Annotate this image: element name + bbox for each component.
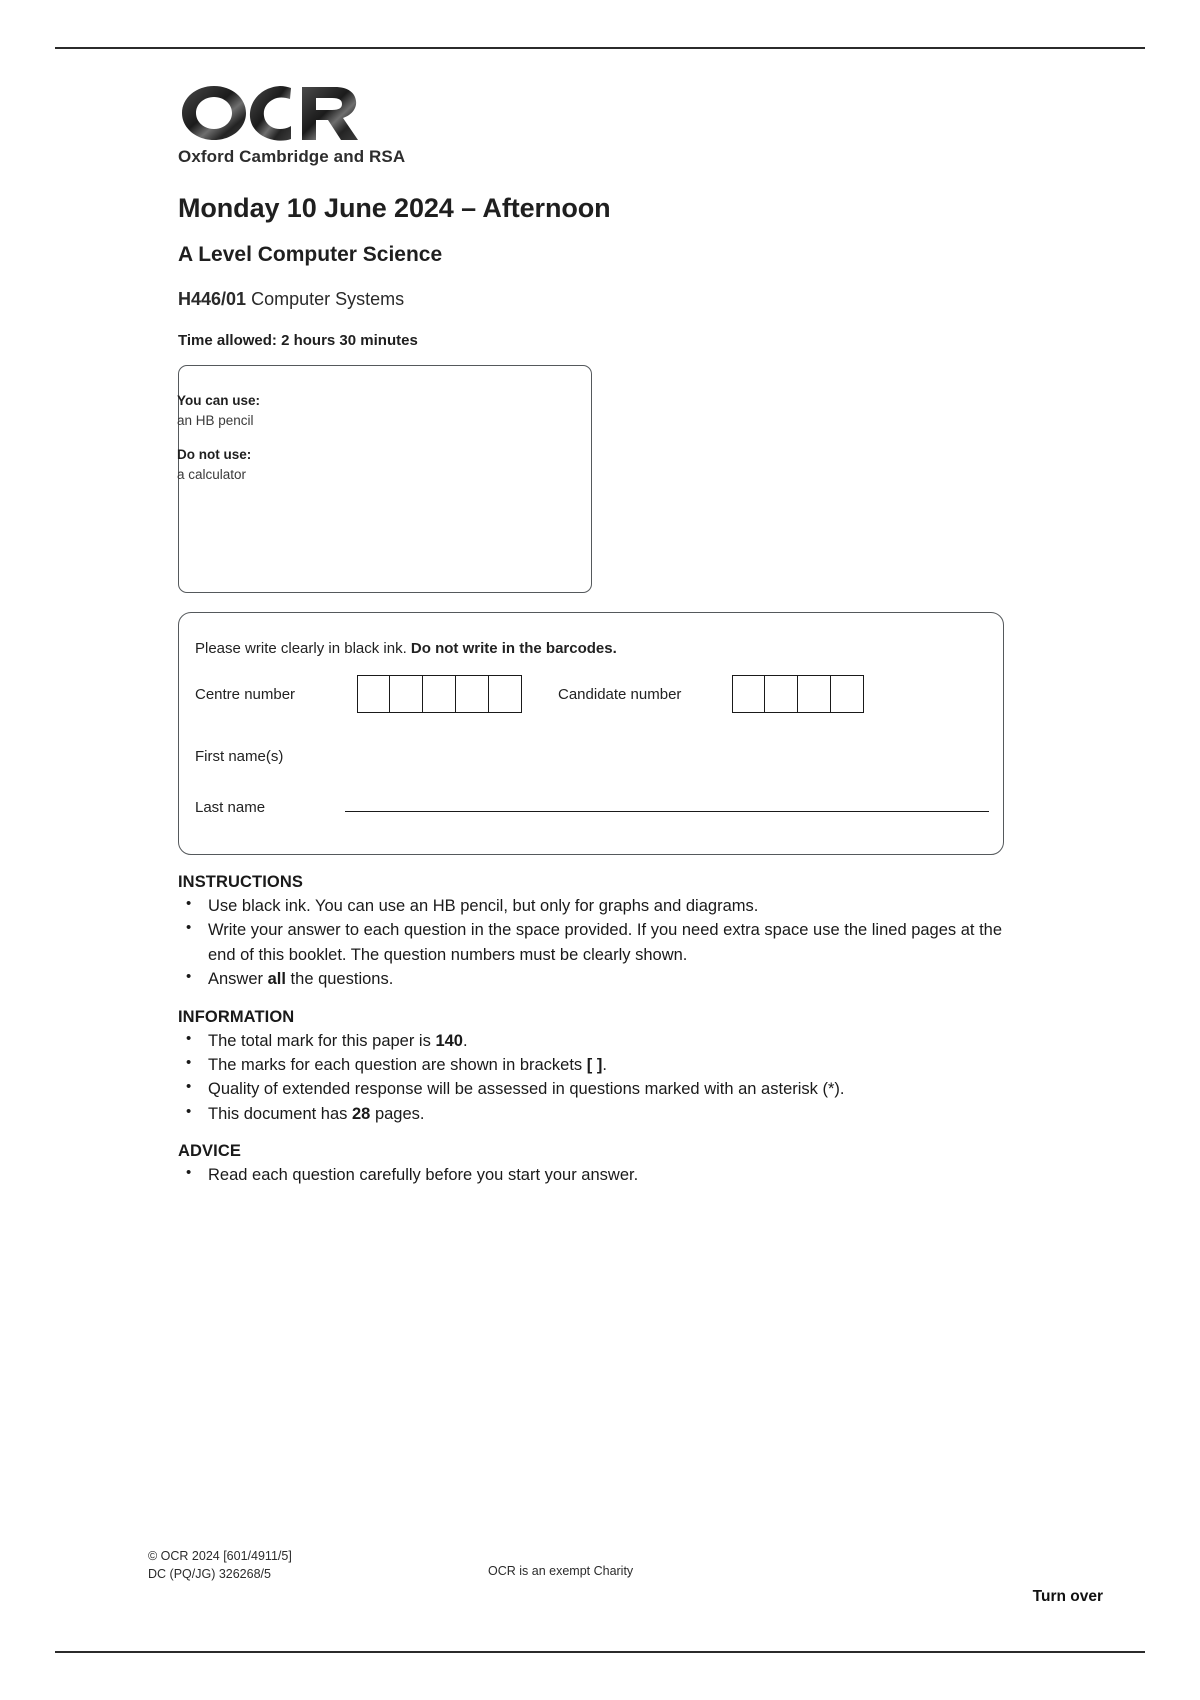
- bullet-text-tail: the questions.: [285, 970, 394, 989]
- information-title: INFORMATION: [178, 1007, 295, 1026]
- do-not-use-heading: Do not use:: [177, 446, 252, 462]
- candidate-number-input[interactable]: [732, 675, 864, 713]
- ocr-logo-subtitle: Oxford Cambridge and RSA: [178, 147, 406, 166]
- centre-number-label: Centre number: [195, 685, 296, 703]
- advice-section: [178, 1142, 1010, 1187]
- last-name-label: Last name: [195, 799, 266, 816]
- entry-box[interactable]: [390, 675, 423, 713]
- can-use-heading: You can use:: [177, 393, 261, 408]
- candidate-note-plain: Please write clearly in black ink.: [195, 640, 411, 657]
- bullet-emphasis: 140: [435, 1031, 463, 1050]
- bullet-text: The marks for each question are shown in brackets: [208, 1056, 587, 1075]
- can-use-item: an HB pencil: [177, 413, 254, 429]
- bullet-item: • Write your answer to each question in the space provided. If you need extra space use the lined pages at the end of this booklet. The question numbers must be clearly shown.: [178, 918, 1010, 967]
- bullet-text: The total mark for this paper is: [208, 1031, 436, 1050]
- entry-box[interactable]: [456, 675, 489, 713]
- do-not-use-item: a calculator: [177, 466, 247, 482]
- entry-box[interactable]: [831, 675, 864, 713]
- page-top-rule: [55, 47, 1145, 49]
- time-allowed: Time allowed: 2 hours 30 minutes: [178, 332, 418, 349]
- bullet-text-tail: pages.: [370, 1104, 425, 1123]
- cover-content: [178, 82, 1010, 1188]
- bullet-emphasis: 28: [352, 1104, 371, 1123]
- exam-unit: [178, 289, 1010, 310]
- number-entry-row: [195, 675, 989, 713]
- candidate-details-box: [178, 612, 1004, 855]
- ocr-logo: [178, 82, 1010, 167]
- candidate-number-label: Candidate number: [558, 685, 682, 703]
- bullet-emphasis: [ ]: [586, 1056, 603, 1075]
- bullet-text: Answer: [208, 970, 268, 989]
- exam-qualification: A Level Computer Science: [178, 243, 443, 266]
- first-name-label: First name(s): [195, 748, 284, 765]
- entry-box[interactable]: [798, 675, 831, 713]
- bullet-item: • Use black ink. You can use an HB pencil, but only for graphs and diagrams.: [178, 894, 1010, 918]
- information-section: [178, 1008, 1010, 1127]
- bullet-text: This document has: [208, 1104, 352, 1123]
- first-name-row: [195, 748, 989, 765]
- footer-doc-code: DC (PQ/JG) 326268/5: [148, 1566, 271, 1581]
- footer-charity-note: OCR is an exempt Charity: [488, 1564, 634, 1578]
- first-name-input[interactable]: [345, 760, 989, 761]
- materials-box: [178, 365, 592, 593]
- bullet-text-tail: .: [602, 1056, 607, 1075]
- bullet-item: • Quality of extended response will be assessed in questions marked with an asterisk (*).: [178, 1077, 1010, 1101]
- entry-box[interactable]: [489, 675, 522, 713]
- entry-box[interactable]: [732, 675, 765, 713]
- bullet-item: [178, 967, 1010, 991]
- entry-box[interactable]: [357, 675, 390, 713]
- page-bottom-rule: [55, 1651, 1145, 1653]
- entry-box[interactable]: [423, 675, 456, 713]
- last-name-input[interactable]: [345, 811, 989, 812]
- information-list: [178, 1029, 1010, 1127]
- footer-left-block: [148, 1548, 292, 1584]
- candidate-instruction-note: [195, 640, 617, 657]
- advice-title: ADVICE: [178, 1142, 241, 1161]
- entry-box[interactable]: [765, 675, 798, 713]
- ocr-logo-icon: [178, 82, 394, 144]
- bullet-text-tail: .: [462, 1031, 468, 1050]
- bullet-emphasis: all: [267, 970, 286, 989]
- instructions-title: INSTRUCTIONS: [178, 873, 303, 891]
- centre-number-input[interactable]: [357, 675, 522, 713]
- exam-date: Monday 10 June 2024 – Afternoon: [178, 193, 611, 223]
- last-name-row: [195, 799, 989, 816]
- exam-unit-code: H446/01: [178, 289, 247, 309]
- footer-turn-over: Turn over: [1032, 1588, 1103, 1605]
- instructions-section: [178, 873, 1010, 992]
- bullet-item: [178, 1029, 1010, 1053]
- instructions-list: [178, 894, 1010, 992]
- bullet-item: • Read each question carefully before you start your answer.: [178, 1163, 1010, 1187]
- page-footer: [148, 1548, 1145, 1608]
- advice-list: [178, 1163, 1010, 1187]
- candidate-note-bold: Do not write in the barcodes.: [410, 640, 617, 657]
- footer-copyright: © OCR 2024 [601/4911/5]: [148, 1549, 292, 1563]
- exam-unit-name: Computer Systems: [251, 289, 405, 309]
- bullet-item: [178, 1053, 1010, 1077]
- bullet-item: [178, 1102, 1010, 1126]
